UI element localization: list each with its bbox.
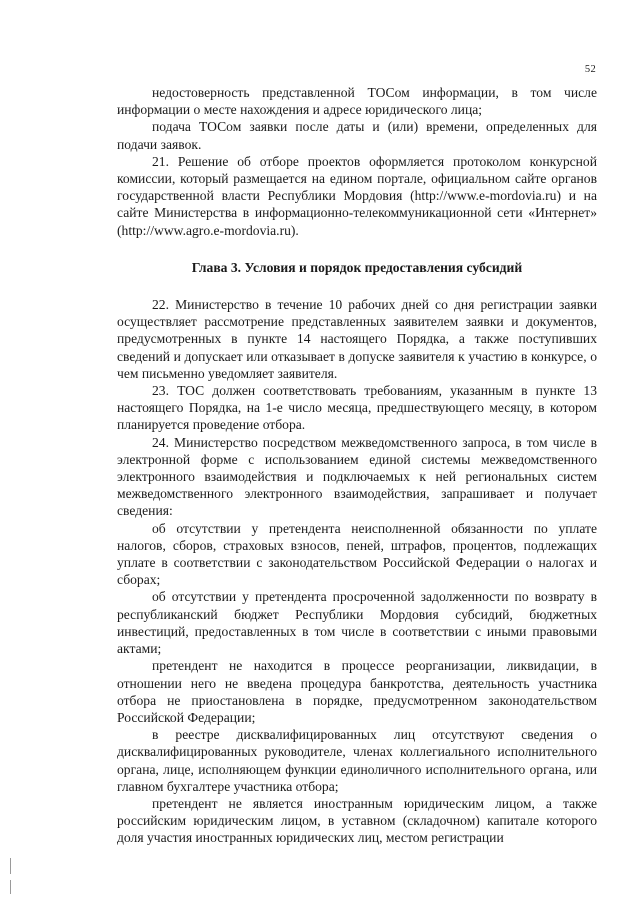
paragraph: претендент не находится в процессе реорганизации, ликвидации, в отношении него не введена процедура банкротства, деятельность участника отбора не приостановлена в порядке, предусмотренном законодательством Российской Федерации;	[117, 658, 597, 725]
scan-edge-mark	[10, 880, 11, 894]
paragraph: 21. Решение об отборе проектов оформляется протоколом конкурсной комиссии, который размещается на едином портале, официальном сайте органов государственной власти Республики Мордовия (http://www.e-mordovia.ru) и на сайте Министерства в информационно-телекоммуникационной сети «Интернет» (http://www.agro.e-mordovia.ru).	[117, 153, 597, 238]
paragraph: об отсутствии у претендента неисполненной обязанности по уплате налогов, сборов, страховых взносов, пеней, штрафов, процентов, подлежащих уплате в соответствии с законодательством Российской Федерации о налогах и сборах;	[117, 520, 597, 588]
paragraph: в реестре дисквалифицированных лиц отсутствуют сведения о дисквалифицированных руководителе, членах коллегиального исполнительного органа, лице, исполняющем функции единоличного исполнительного органа, или главном бухгалтере участника отбора;	[117, 727, 597, 794]
paragraph: претендент не является иностранным юридическим лицом, а также российским юридическим лицом, в уставном (складочном) капитале которого доля участия иностранных юридических лиц, местом регистрации	[117, 795, 597, 846]
document-body	[117, 84, 597, 847]
paragraph: 24. Министерство посредством межведомственного запроса, в том числе в электронной форме с использованием единой системы межведомственного электронного взаимодействия и подключаемых к ней региональных систем межведомственного электронного взаимодействия, запрашивает и получает сведения:	[117, 434, 597, 519]
page-number: 52	[584, 64, 596, 75]
paragraph: 22. Министерство в течение 10 рабочих дней со дня регистрации заявки осуществляет рассмотрение представленных заявителем заявки и документов, предусмотренных в пункте 14 настоящего Порядка, а также поступивших сведений и допускает или отказывает в допуске заявителя к участию в конкурсе, о чем письменно уведомляет заявителя.	[117, 297, 597, 381]
scan-edge-mark	[10, 858, 11, 874]
paragraph: недостоверность представленной ТОСом информации, в том числе информации о месте нахождения и адресе юридического лица;	[117, 85, 597, 118]
paragraph: об отсутствии у претендента просроченной задолженности по возврату в республиканский бюджет Республики Мордовия субсидий, бюджетных инвестиций, предоставленных в том числе в соответствии с иными правовыми актами;	[117, 589, 597, 657]
paragraph: подача ТОСом заявки после даты и (или) времени, определенных для подачи заявок.	[117, 119, 597, 152]
chapter-heading: Глава 3. Условия и порядок предоставления субсидий	[191, 259, 523, 275]
paragraph: 23. ТОС должен соответствовать требованиям, указанным в пункте 13 настоящего Порядка, на 1-е число месяца, предшествующего месяцу, в котором планируется проведение отбора.	[117, 383, 597, 433]
